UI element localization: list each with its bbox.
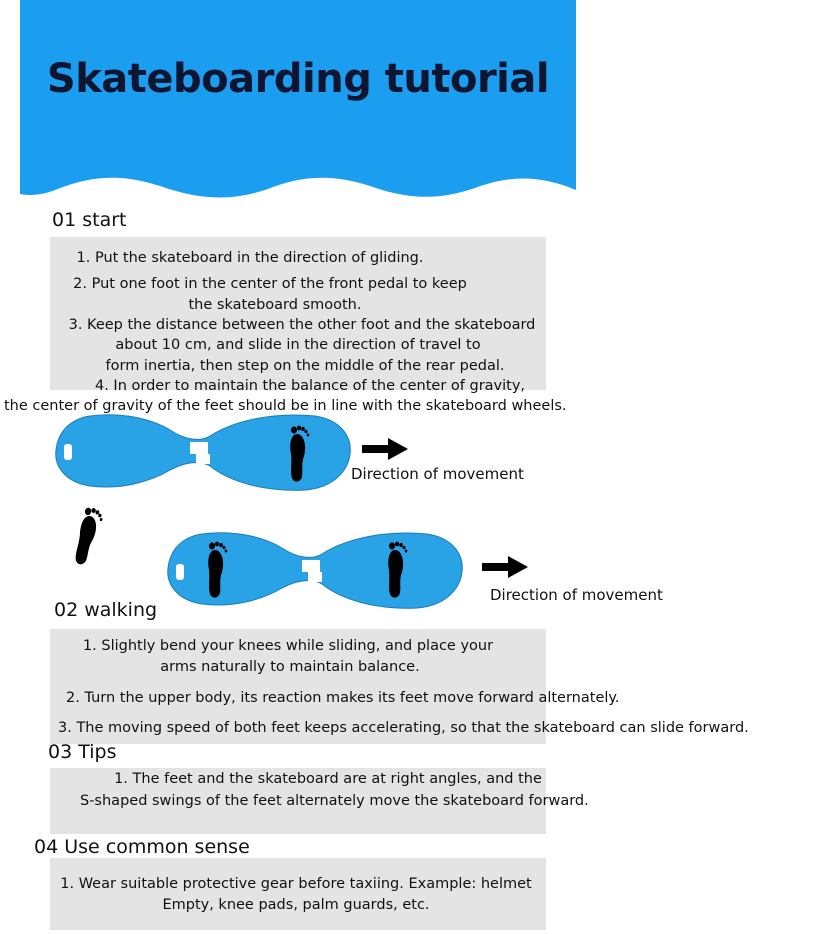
section-heading-sense: 04 Use common sense xyxy=(34,836,250,858)
section-box-sense xyxy=(50,858,546,930)
start-line-8: the center of gravity of the feet should be in line with the skateboard wheels. xyxy=(4,398,567,414)
skateboard-front-illustration xyxy=(50,410,355,492)
start-line-1: 1. Put the skateboard in the direction of gliding. xyxy=(76,250,424,266)
walking-line-2: arms naturally to maintain balance. xyxy=(160,659,420,675)
walking-line-1: 1. Slightly bend your knees while sliding, and place your xyxy=(82,638,494,654)
start-line-5: about 10 cm, and slide in the direction of travel to xyxy=(115,337,481,353)
sense-line-2: Empty, knee pads, palm guards, etc. xyxy=(162,897,430,913)
start-line-6: form inertia, then step on the middle of the rear pedal. xyxy=(105,358,505,374)
tips-line-1: 1. The feet and the skateboard are at right angles, and the xyxy=(114,771,542,787)
arrow-right-icon xyxy=(362,438,408,460)
walking-line-4: 3. The moving speed of both feet keeps accelerating, so that the skateboard can slide forward. xyxy=(58,720,749,736)
tips-line-2: S-shaped swings of the feet alternately move the skateboard forward. xyxy=(80,793,589,809)
arrow-right-icon xyxy=(482,556,528,578)
sense-line-1: 1. Wear suitable protective gear before taxiing. Example: helmet xyxy=(60,876,532,892)
direction-label-2: Direction of movement xyxy=(490,586,663,604)
walking-line-3: 2. Turn the upper body, its reaction makes its feet move forward alternately. xyxy=(66,690,620,706)
start-line-7: 4. In order to maintain the balance of the center of gravity, xyxy=(94,378,526,394)
section-heading-walking: 02 walking xyxy=(54,599,158,621)
section-heading-tips: 03 Tips xyxy=(48,741,117,763)
start-line-4: 3. Keep the distance between the other foot and the skateboard xyxy=(68,317,536,333)
skateboard-rear-illustration xyxy=(162,528,467,610)
footprint-icon xyxy=(62,502,116,571)
start-line-3: the skateboard smooth. xyxy=(188,297,362,313)
start-line-2: 2. Put one foot in the center of the front pedal to keep xyxy=(73,276,467,292)
page-title: Skateboarding tutorial xyxy=(46,56,550,102)
section-heading-start: 01 start xyxy=(52,209,127,231)
direction-label-1: Direction of movement xyxy=(351,465,524,483)
